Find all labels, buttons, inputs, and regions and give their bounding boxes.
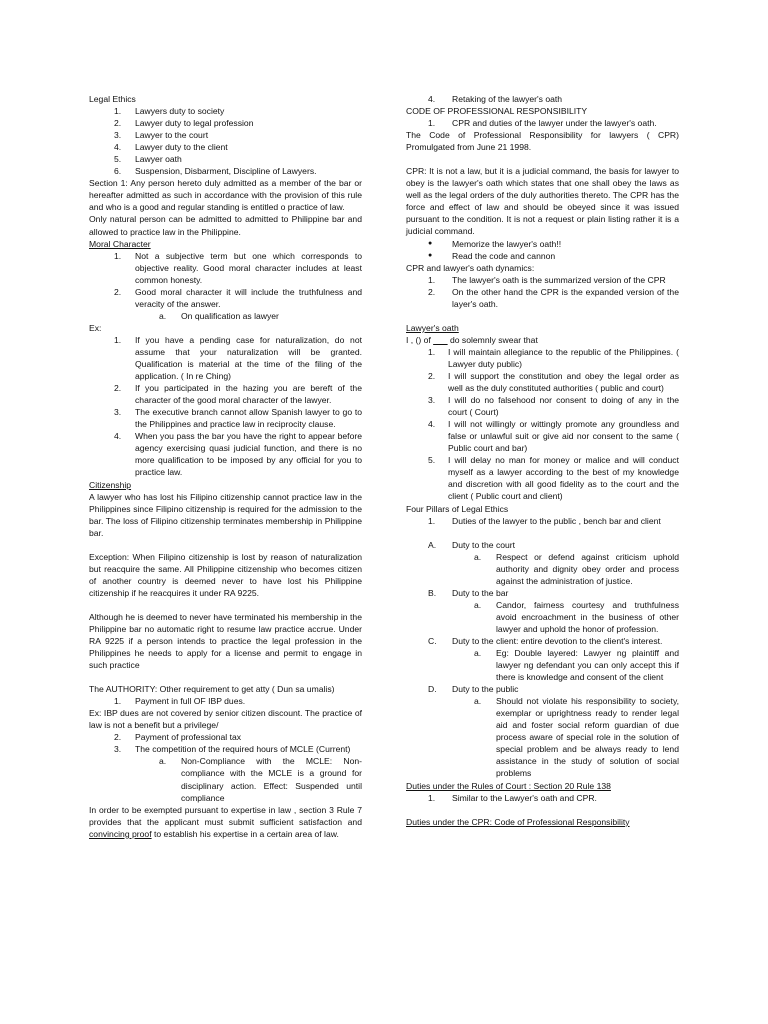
list-item: 4. Lawyer duty to the client — [114, 142, 228, 153]
list-item: 1. Lawyers duty to society — [114, 106, 225, 117]
duty-item: A. Duty to the court — [428, 539, 516, 550]
oath-intro: I , () of ___ do solemnly swear that — [406, 334, 538, 345]
right-column — [406, 93, 679, 828]
cpr-intro-paragraph: The Code of Professional Responsibility for lawyers ( CPR) Promulgated from June 21 1998. — [406, 130, 679, 153]
lawyers-oath-heading: Lawyer's oath — [406, 322, 459, 333]
citizenship-heading: Citizenship — [89, 479, 132, 490]
list-item: 2. I will support the constitution and obey the legal order as well as the duly constituted authorities ( public and court) — [428, 370, 679, 394]
ex-label: Ex: — [89, 322, 102, 333]
duty-item: B. Duty to the bar — [428, 587, 509, 598]
list-item: 1. Payment in full OF IBP dues. — [114, 696, 246, 707]
list-item: 2. On the other hand the CPR is the expanded version of the layer's oath. — [428, 286, 679, 309]
cpr-definition-paragraph: CPR: It is not a law, but it is a judicial command, the basis for lawyer to obey is the lawyer's oath which states that one shall obey the laws as well as the legal orders of the duly authorities thereto. The CPR has the force and effect of law and should be obeyed since it was issued pursuant to the condition. It is not a request or plain listing rather it is a judicial command. — [406, 166, 679, 237]
sub-list-item: a. Non-Compliance with the MCLE: Non-compliance with the MCLE is a ground for disciplinary action. Effect: Suspended until compliance — [159, 756, 362, 803]
rules-of-court-heading: Duties under the Rules of Court : Section 20 Rule 138 — [406, 780, 611, 791]
sub-list-item: a. On qualification as lawyer — [159, 310, 279, 321]
although-paragraph: Although he is deemed to never have terminated his membership in the Philippine bar no automatic right to resume law practice accrue. Under RA 9225 if a person intends to practice the legal profession in the Philippines he needs to apply for a license and permit to engage in such practice — [89, 611, 362, 671]
list-item: 2. Good moral character it will include the truthfulness and veracity of the answer. — [114, 286, 362, 309]
exemption-paragraph: In order to be exempted pursuant to expertise in law , section 3 Rule 7 provides that the applicant must submit sufficient satisfaction and convincing proof to establish his expertise in a certain area of law. — [89, 804, 362, 839]
duty-item: D. Duty to the public — [428, 684, 519, 695]
list-item: 1. I will maintain allegiance to the republic of the Philippines. ( Lawyer duty public) — [428, 346, 679, 369]
list-item: 1. Similar to the Lawyer's oath and CPR. — [428, 792, 597, 803]
list-item: 1. If you have a pending case for naturalization, do not assume that your naturalization will be granted. Qualification is material at the time of the filing of the application. ( In re Ching) — [114, 334, 362, 382]
bullet-item: ● Read the code and cannon — [428, 250, 556, 261]
list-item: 3. The competition of the required hours of MCLE (Current) — [114, 744, 351, 755]
pillars-heading: Four Pillars of Legal Ethics — [406, 503, 509, 514]
sub-list-item: a. Respect or defend against criticism uphold authority and dignity obey order and process against the administration of justice. — [474, 551, 679, 586]
topic-outline — [89, 105, 362, 177]
list-item: 3. I will do no falsehood nor consent to doing of any in the court ( Court) — [428, 395, 679, 418]
ibp-paragraph: Ex: IBP dues are not covered by senior citizen discount. The practice of law is not a benefit but a privilege/ — [89, 708, 362, 731]
list-item: 2. Payment of professional tax — [114, 732, 242, 743]
doc-title: Legal Ethics — [89, 94, 136, 104]
list-item: 5. Lawyer oath — [114, 154, 182, 165]
authority-heading: The AUTHORITY: Other requirement to get atty ( Dun sa umalis) — [89, 684, 335, 695]
list-item: 4. I will not willingly or wittingly promote any groundless and false or unlawful suit or give aid nor consent to the same ( Public court and bar) — [428, 419, 679, 454]
cpr-duties-heading: Duties under the CPR: Code of Professional Responsibility — [406, 816, 630, 827]
list-item: 5. I will delay no man for money or malice and will conduct myself as a lawyer according to the best of my knowledge and discretion with all good fidelity as to the court and the client ( Public court and client) — [428, 455, 679, 502]
natural-person-paragraph: Only natural person can be admitted to admitted to Philippine bar and allowed to practice law in the Philippine. — [89, 214, 362, 237]
list-item: 1. CPR and duties of the lawyer under the lawyer's oath. — [428, 118, 657, 129]
list-item: 4. Retaking of the lawyer's oath — [428, 94, 563, 104]
moral-character-heading: Moral Character — [89, 238, 151, 249]
list-item: 3. Lawyer to the court — [114, 130, 209, 141]
duty-item: C. Duty to the client: entire devotion to the client's interest. — [428, 635, 663, 646]
left-column — [89, 93, 362, 840]
list-item: 2. Lawyer duty to legal profession — [114, 118, 254, 129]
sub-list-item: a. Should not violate his responsibility to society, exemplar or uprightness ready to render legal aid and foster social reform guardian of due process aware of special role in the solution of special problem and be always ready to lend assistance in the study of solution of social problems — [474, 696, 679, 779]
section-1-paragraph: Section 1: Any person hereto duly admitted as a member of the bar or hereafter admitted as such in accordance with the provision of this rule and who is a good and regular standing is entitled o practice of law. — [89, 178, 362, 213]
list-item: 6. Suspension, Disbarment, Discipline of Lawyers. — [114, 166, 317, 177]
citizenship-paragraph: A lawyer who has lost his Filipino citizenship cannot practice law in the Philippines since Filipino citizenship is required for the admission to the bar. The loss of Filipino citizenship terminates membership in Philippine bar. — [89, 491, 362, 538]
list-item: 4. When you pass the bar you have the right to appear before agency exercising quasi judicial function, and there is no more qualification to be imposed by any official for you to practice law. — [114, 431, 362, 478]
list-item: 3. The executive branch cannot allow Spanish lawyer to go to the Philippines and practice law in reciprocity clause. — [114, 407, 362, 430]
sub-list-item: a. Candor, fairness courtesy and truthfulness avoid encroachment in the business of other lawyer and uphold the honor of profession. — [474, 599, 679, 634]
list-item: 2. If you participated in the hazing you are bereft of the character of the good moral character of the lawyer. — [114, 383, 362, 406]
cpr-heading: CODE OF PROFESSIONAL RESPONSIBILITY — [406, 106, 588, 117]
bullet-item: ● Memorize the lawyer's oath!! — [428, 238, 562, 249]
sub-list-item: a. Eg: Double layered: Lawyer ng plaintiff and lawyer ng defendant you can only accept this if there is knowledge and consent of the client — [474, 648, 679, 683]
list-item: 1. Duties of the lawyer to the public , bench bar and client — [428, 515, 661, 526]
list-item: 1. The lawyer's oath is the summarized version of the CPR — [428, 274, 666, 285]
list-item: 1. Not a subjective term but one which corresponds to objective reality. Good moral character includes at least common honesty. — [114, 250, 362, 285]
exception-paragraph: Exception: When Filipino citizenship is lost by reason of naturalization but reacquire the same. All Philippine citizenship who becomes citizen of another country is deemed never to have lost his Philippine citizenship if he reacquires it under RA 9225. — [89, 551, 362, 598]
dynamics-heading: CPR and lawyer's oath dynamics: — [406, 262, 535, 273]
